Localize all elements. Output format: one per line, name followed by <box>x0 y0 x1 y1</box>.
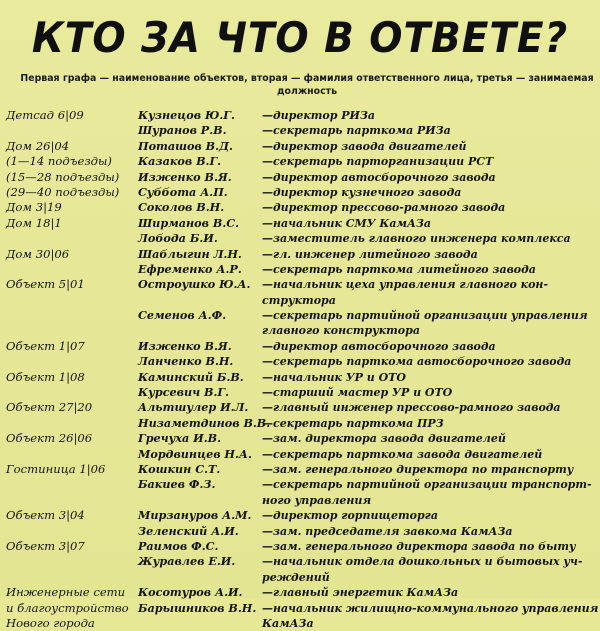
object-cell: Инженерные сети <box>6 585 126 600</box>
position-cell: —секретарь парторганизации РСТ <box>262 155 494 169</box>
table-row <box>0 447 600 462</box>
table-row <box>0 154 600 169</box>
object-cell: Детсад 6|09 <box>6 108 84 122</box>
name-cell: Мордвинцев Н.А. <box>138 446 252 461</box>
table-row <box>0 400 600 415</box>
name-cell: Изженко В.Я. <box>138 338 232 353</box>
table-row <box>0 493 600 508</box>
name-cell: Остроушко Ю.А. <box>138 277 251 292</box>
name-cell: Изженко В.Я. <box>138 169 232 184</box>
name-cell: Шаблыгин Л.Н. <box>138 246 242 261</box>
name-cell: Лобода Б.И. <box>138 231 218 246</box>
position-cell: ного управления <box>262 493 372 507</box>
object-cell: Объект 3|04 <box>6 508 85 523</box>
name-cell: Раимов Ф.С. <box>138 538 219 553</box>
name-cell: Шуранов Р.В. <box>138 123 227 138</box>
object-cell: Дом 30|06 <box>6 246 70 261</box>
position-cell: реждений <box>262 570 330 584</box>
position-cell: —секретарь партийной организации транспорт- <box>262 478 592 492</box>
position-cell: главного конструктора <box>262 324 420 338</box>
name-cell: Кузнецов Ю.Г. <box>138 108 235 122</box>
table-row <box>0 354 600 369</box>
position-cell: структора <box>262 293 336 307</box>
table-row <box>0 616 600 631</box>
position-cell: —заместитель главного инженера комплекса <box>262 232 571 246</box>
name-cell: Ланченко В.Н. <box>138 354 234 369</box>
name-cell: Соколов В.Н. <box>138 200 225 215</box>
object-cell: Объект 1|07 <box>6 338 85 353</box>
position-cell: —директор горпищеторга <box>262 509 438 523</box>
page-title: КТО ЗА ЧТО В ОТВЕТЕ? <box>31 13 569 62</box>
position-cell: —секретарь парткома литейного завода <box>262 262 536 276</box>
object-cell: (15—28 подъезды) <box>6 169 120 184</box>
name-cell: Бакиев Ф.З. <box>138 477 216 492</box>
name-cell: Казаков В.Г. <box>138 154 222 169</box>
position-cell: —секретарь парткома ПРЗ <box>262 416 444 430</box>
table-row <box>0 231 600 246</box>
table-row <box>0 508 600 523</box>
table-row <box>0 185 600 200</box>
position-cell: —начальник СМУ КамАЗа <box>262 216 432 230</box>
table-row <box>0 339 600 354</box>
table-row <box>0 524 600 539</box>
name-cell: Курсевич В.Г. <box>138 385 229 400</box>
table-row <box>0 477 600 492</box>
position-cell: —зам. председателя завкома КамАЗа <box>262 524 513 538</box>
name-cell: Альтшулер И.Л. <box>138 400 249 415</box>
object-cell: Дом 26|04 <box>6 138 70 153</box>
position-cell: —главный энергетик КамАЗа <box>262 586 459 600</box>
name-cell: Мирзануров А.М. <box>138 508 252 523</box>
position-cell: —секретарь партийной организации управления <box>262 309 588 323</box>
table-row <box>0 262 600 277</box>
table-row <box>0 277 600 292</box>
position-cell: —директор завода двигателей <box>262 139 467 153</box>
position-cell: —директор РИЗа <box>262 109 376 122</box>
name-cell: Барышников В.Н. <box>138 600 257 615</box>
table-row <box>0 108 600 123</box>
table-row <box>0 462 600 477</box>
table-row <box>0 431 600 446</box>
table-row <box>0 200 600 215</box>
table-row <box>0 416 600 431</box>
table-row <box>0 308 600 323</box>
object-cell: Нового города <box>6 615 95 630</box>
table-row <box>0 139 600 154</box>
intro-text: Первая графа — наименование объектов, вторая — фамилия ответственного лица, третья — занимаемая должность <box>20 73 594 97</box>
table-row <box>0 385 600 400</box>
position-cell: —начальник жилищно-коммунального управления <box>262 601 599 615</box>
name-cell: Семенов А.Ф. <box>138 308 227 323</box>
table-row <box>0 123 600 138</box>
object-cell: Объект 5|01 <box>6 277 85 292</box>
position-cell: —зам. генерального директора по транспорту <box>262 462 574 476</box>
table-row <box>0 601 600 616</box>
position-cell: —зам. генерального директора завода по быту <box>262 539 576 553</box>
position-cell: —старший мастер УР и ОТО <box>262 386 453 400</box>
name-cell: Суббота А.П. <box>138 184 228 199</box>
object-cell: Дом 3|19 <box>6 200 62 215</box>
table-row <box>0 539 600 554</box>
position-cell: —главный инженер прессово-рамного завода <box>262 401 561 415</box>
position-cell: —гл. инженер литейного завода <box>262 247 478 261</box>
name-cell: Поташов В.Д. <box>138 138 233 153</box>
name-cell: Журавлев Е.И. <box>138 554 236 569</box>
object-cell: Объект 3|07 <box>6 538 85 553</box>
table-row <box>0 554 600 569</box>
table-row <box>0 570 600 585</box>
position-cell: —директор прессово-рамного завода <box>262 201 506 215</box>
position-cell: —директор автосборочного завода <box>262 339 496 353</box>
name-cell: Гречуха И.В. <box>138 431 221 446</box>
responsibility-table <box>0 108 600 631</box>
object-cell: и благоустройство <box>6 600 129 615</box>
position-cell: —начальник отдела дошкольных и бытовых уч- <box>262 555 583 569</box>
position-cell: —директор кузнечного завода <box>262 185 462 199</box>
table-row <box>0 323 600 338</box>
position-cell: —секретарь парткома автосборочного завода <box>262 355 572 369</box>
name-cell: Ширманов В.С. <box>138 215 240 230</box>
name-cell: Кошкин С.Т. <box>138 461 221 476</box>
position-cell: —начальник УР и ОТО <box>262 370 406 384</box>
position-cell: —секретарь парткома РИЗа <box>262 124 451 138</box>
table-row <box>0 585 600 600</box>
table-row <box>0 247 600 262</box>
name-cell: Зеленский А.И. <box>138 523 239 538</box>
object-cell: Гостиница 1|06 <box>6 461 106 476</box>
name-cell: Низаметдинов В.В. <box>138 415 271 430</box>
object-cell: Дом 18|1 <box>6 215 62 230</box>
table-row <box>0 216 600 231</box>
name-cell: Косотуров А.И. <box>138 585 243 600</box>
name-cell: Каминский Б.В. <box>138 369 244 384</box>
object-cell: Объект 26|06 <box>6 431 93 446</box>
object-cell: Объект 1|08 <box>6 369 85 384</box>
table-row <box>0 293 600 308</box>
name-cell: Ефременко А.Р. <box>138 261 242 276</box>
position-cell: —начальник цеха управления главного кон- <box>262 278 549 292</box>
position-cell: —директор автосборочного завода <box>262 170 496 184</box>
object-cell: (29—40 подъезды) <box>6 184 120 199</box>
position-cell: —секретарь парткома завода двигателей <box>262 447 543 461</box>
table-row <box>0 170 600 185</box>
object-cell: Объект 27|20 <box>6 400 93 415</box>
position-cell: КамАЗа <box>262 616 314 630</box>
table-row <box>0 370 600 385</box>
position-cell: —зам. директора завода двигателей <box>262 432 506 446</box>
object-cell: (1—14 подъезды) <box>6 154 112 169</box>
